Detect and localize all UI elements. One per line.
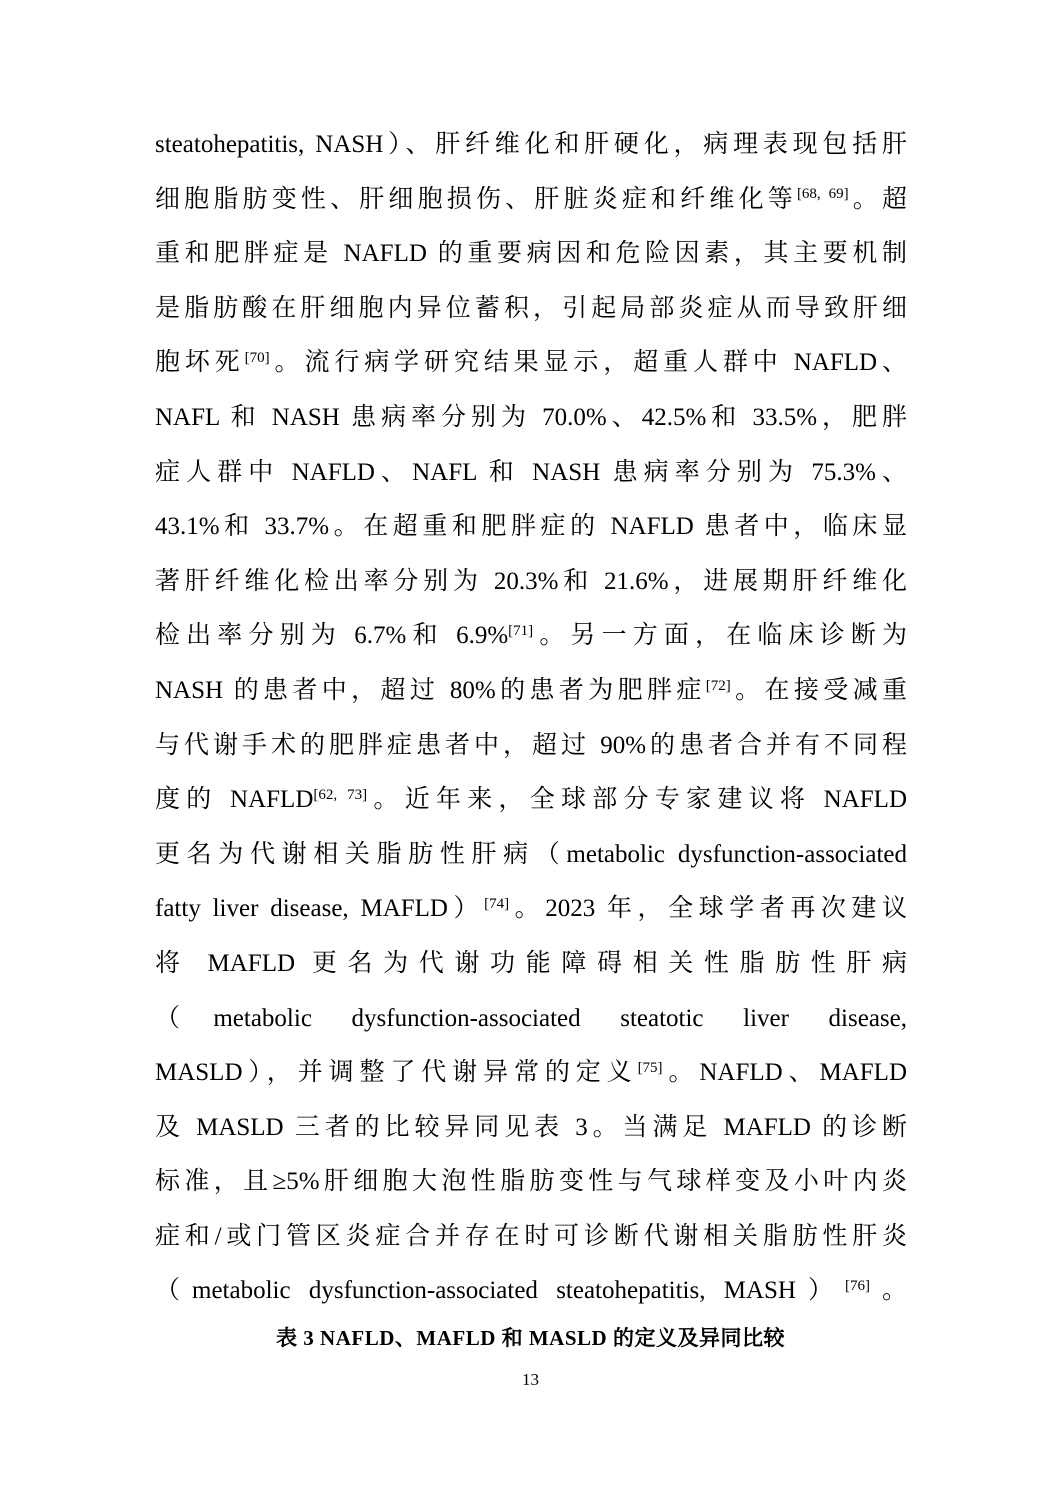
text-segment: 症人群中 NAFLD、NAFL 和 NASH 患病率分别为 75.3%、 xyxy=(155,458,907,486)
body-text xyxy=(155,118,907,1319)
text-line xyxy=(155,282,907,337)
text-line xyxy=(155,1210,907,1265)
text-segment: 重和肥胖症是 NAFLD 的重要病因和危险因素，其主要机制 xyxy=(155,240,907,268)
text-segment: 更名为代谢相关脂肪性肝病（metabolic dysfunction-associated xyxy=(155,840,907,868)
text-line xyxy=(155,882,907,937)
text-line xyxy=(155,773,907,828)
citation-ref: [75] xyxy=(637,1059,663,1076)
citation-ref: [74] xyxy=(484,896,510,913)
text-segment: 著肝纤维化检出率分别为 20.3%和 21.6%，进展期肝纤维化 xyxy=(155,567,907,595)
text-segment: 。2023 年，全球学者再次建议 xyxy=(509,895,907,923)
text-segment: MASLD），并调整了代谢异常的定义 xyxy=(155,1059,638,1087)
text-segment: 是脂肪酸在肝细胞内异位蓄积，引起局部炎症从而导致肝细 xyxy=(155,294,907,322)
text-segment: 。流行病学研究结果显示，超重人群中 NAFLD、 xyxy=(269,349,907,377)
citation-ref: [76] xyxy=(844,1278,870,1295)
text-segment: NAFL 和 NASH 患病率分别为 70.0%、42.5%和 33.5%，肥胖 xyxy=(155,403,907,431)
text-line xyxy=(155,391,907,446)
text-line xyxy=(155,992,907,1047)
citation-ref: [72] xyxy=(705,677,731,694)
text-segment: 。 xyxy=(869,1277,907,1305)
citation-ref: [62, 73] xyxy=(313,786,368,803)
text-line xyxy=(155,1046,907,1101)
text-line xyxy=(155,118,907,173)
text-segment: steatohepatitis, NASH）、肝纤维化和肝硬化，病理表现包括肝 xyxy=(155,131,907,158)
text-line xyxy=(155,1101,907,1156)
text-segment: 43.1%和 33.7%。在超重和肥胖症的 NAFLD 患者中，临床显 xyxy=(155,513,907,541)
text-segment: 。另一方面，在临床诊断为 xyxy=(533,622,907,650)
text-segment: 胞坏死 xyxy=(155,349,245,377)
citation-ref: [68, 69] xyxy=(796,186,849,203)
text-segment: 。NAFLD、MAFLD xyxy=(662,1059,907,1087)
text-line xyxy=(155,719,907,774)
text-line xyxy=(155,336,907,391)
text-line xyxy=(155,1155,907,1210)
text-segment: fatty liver disease, MAFLD） xyxy=(155,895,485,923)
text-line xyxy=(155,609,907,664)
text-segment: 症和/或门管区炎症合并存在时可诊断代谢相关脂肪性肝炎 xyxy=(155,1222,907,1250)
text-segment: NASH 的患者中，超过 80%的患者为肥胖症 xyxy=(155,676,706,704)
text-line xyxy=(155,173,907,228)
citation-ref: [71] xyxy=(508,623,534,640)
text-line xyxy=(155,500,907,555)
text-segment: 及 MASLD 三者的比较异同见表 3。当满足 MAFLD 的诊断 xyxy=(155,1113,907,1141)
text-line xyxy=(155,555,907,610)
text-segment: 。在接受减重 xyxy=(730,676,907,704)
text-segment: （metabolic dysfunction-associated steatotic liver disease, xyxy=(155,1004,907,1032)
text-line xyxy=(155,227,907,282)
table-caption: 表 3 NAFLD、MAFLD 和 MASLD 的定义及异同比较 xyxy=(276,1326,785,1350)
text-line xyxy=(155,828,907,883)
text-segment: 。超 xyxy=(848,185,907,213)
page-number: 13 xyxy=(522,1370,539,1389)
text-segment: 检出率分别为 6.7%和 6.9% xyxy=(155,622,509,650)
citation-ref: [70] xyxy=(244,350,270,367)
text-line xyxy=(155,664,907,719)
text-line xyxy=(155,446,907,501)
text-line xyxy=(155,1264,907,1319)
text-segment: 与代谢手术的肥胖症患者中，超过 90%的患者合并有不同程 xyxy=(155,731,907,759)
text-segment: 度的 NAFLD xyxy=(155,786,314,814)
text-segment: 。近年来，全球部分专家建议将 NAFLD xyxy=(367,786,907,814)
text-segment: 细胞脂肪变性、肝细胞损伤、肝脏炎症和纤维化等 xyxy=(155,185,797,213)
text-segment: 标准，且≥5%肝细胞大泡性脂肪变性与气球样变及小叶内炎 xyxy=(155,1168,907,1196)
text-segment: （metabolic dysfunction-associated steatohepatitis, MASH） xyxy=(155,1277,845,1305)
text-line xyxy=(155,937,907,992)
text-segment: 将 MAFLD 更名为代谢功能障碍相关性脂肪性肝病 xyxy=(155,949,907,977)
